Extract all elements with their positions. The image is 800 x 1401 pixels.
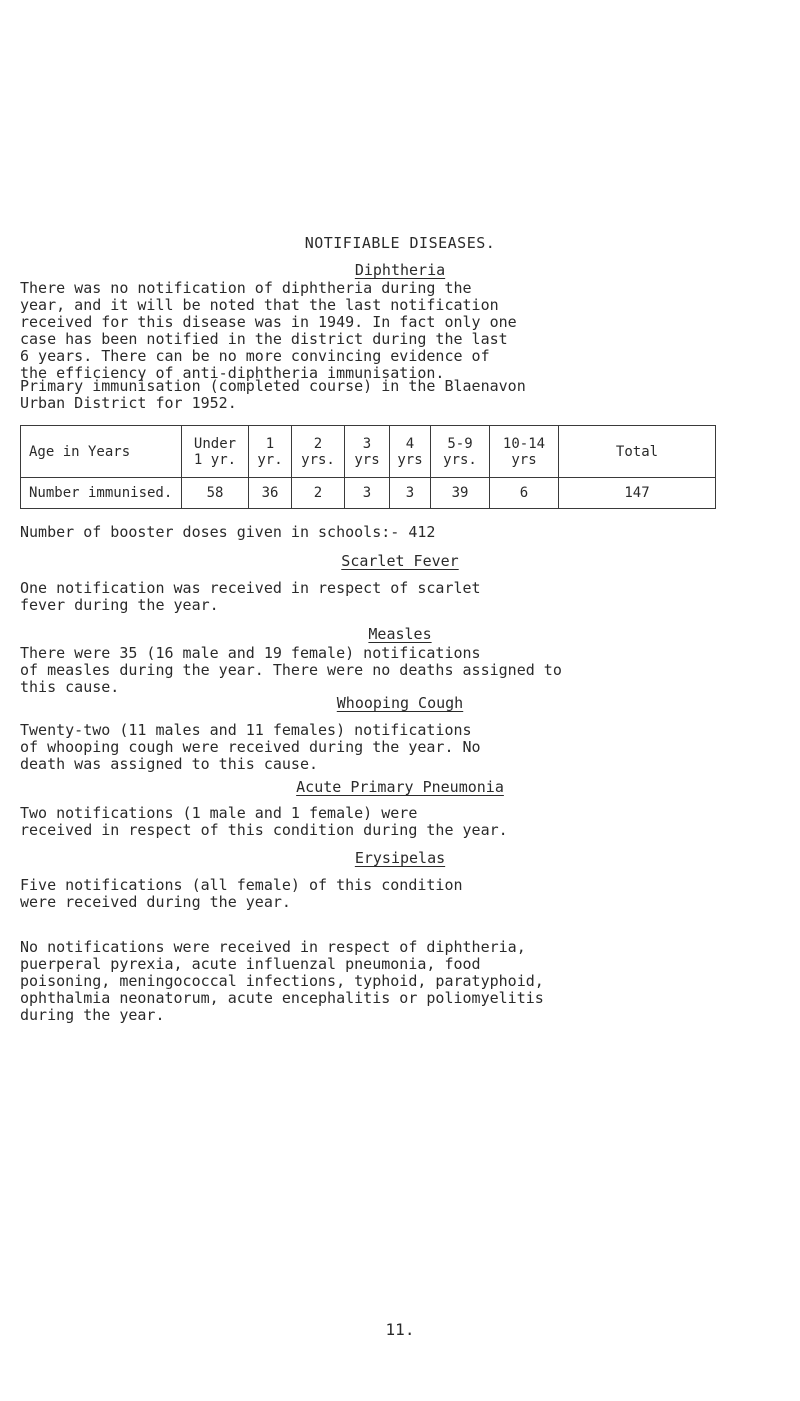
scarlet-fever-heading: Scarlet Fever [341,552,459,570]
table-cell: 58 [182,478,249,509]
table-header-row [21,426,716,478]
header-cell: 3 yrs [345,426,390,478]
header-cell: 4 yrs [390,426,431,478]
header-cell: 2 yrs. [292,426,345,478]
erysipelas-heading: Erysipelas [354,849,446,867]
table-row [21,478,716,509]
diphtheria-paragraph: There was no notification of diphtheria during the year, and it will be noted that the last notification received for this disease was in 1949. In fact only one case has been notified in the district during the last 6 years. There can be no more convincing evidence of the efficiency of anti-diphtheria immunisation. [20,279,517,382]
pneumonia-text: Two notifications (1 male and 1 female) were received in respect of this condition during the year. [20,804,508,839]
header-cell: Total [559,426,716,478]
table-cell: 3 [345,478,390,509]
table-cell: 6 [490,478,559,509]
table-cell: 3 [390,478,431,509]
whooping-cough-heading: Whooping Cough [336,694,464,712]
page-number: 11. [385,1320,415,1339]
diphtheria-heading: Diphtheria [354,261,446,279]
immunisation-caption: Primary immunisation (completed course) in the Blaenavon Urban District for 1952. [20,377,526,412]
table-cell: 36 [249,478,292,509]
table-cell: 2 [292,478,345,509]
pneumonia-heading: Acute Primary Pneumonia [296,778,504,796]
booster-doses: Number of booster doses given in schools:- 412 [20,523,436,541]
header-cell: 10-14 yrs [490,426,559,478]
header-cell: Under 1 yr. [182,426,249,478]
scarlet-fever-text: One notification was received in respect of scarlet fever during the year. [20,579,481,614]
no-notifications-text: No notifications were received in respect of diphtheria, puerperal pyrexia, acute influenzal pneumonia, food poisoning, meningococcal infections, typhoid, paratyphoid, ophthalmia neonatorum, acute encephalitis or poliomyelitis during the year. [20,938,544,1024]
measles-text: There were 35 (16 male and 19 female) notifications of measles during the year. There were no deaths assigned to this cause. [20,644,562,696]
immunisation-table [20,425,716,509]
whooping-cough-text: Twenty-two (11 males and 11 females) notifications of whooping cough were received during the year. No death was assigned to this cause. [20,721,481,773]
table-cell: 39 [431,478,490,509]
page-title: NOTIFIABLE DISEASES. [304,234,496,252]
header-cell: 1 yr. [249,426,292,478]
measles-heading: Measles [368,625,432,643]
erysipelas-text: Five notifications (all female) of this condition were received during the year. [20,876,463,911]
row-label: Number immunised. [21,478,182,509]
header-cell: 5-9 yrs. [431,426,490,478]
header-cell: Age in Years [21,426,182,478]
table-cell: 147 [559,478,716,509]
